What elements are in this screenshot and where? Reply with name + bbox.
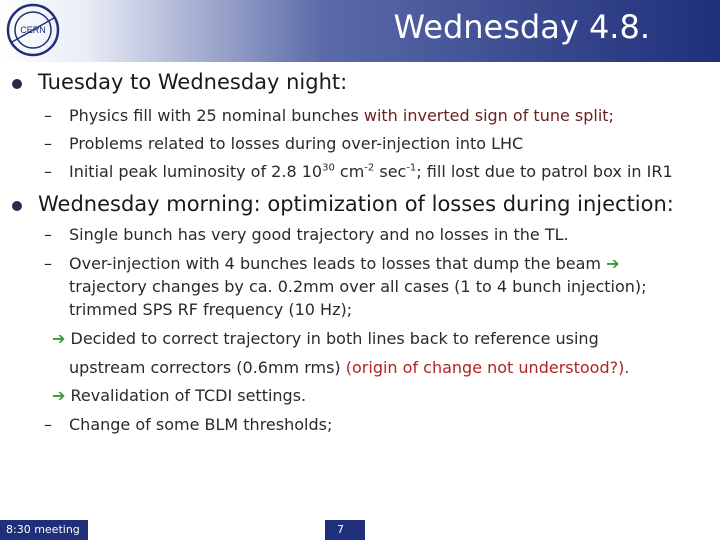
- continuation-line: trajectory changes by ca. 0.2mm over all cases (1 to 4 bunch injection);: [69, 277, 647, 296]
- continuation-line: ➔ Revalidation of TCDI settings.: [52, 386, 307, 405]
- dash-icon: –: [44, 415, 52, 434]
- dash-icon: –: [44, 162, 52, 181]
- footer-page-number: 7: [325, 520, 365, 540]
- arrow-right-icon: ➔: [52, 329, 66, 348]
- slide-header: [0, 0, 720, 62]
- continuation-line: trimmed SPS RF frequency (10 Hz);: [69, 300, 353, 319]
- continuation-line: upstream correctors (0.6mm rms) (origin of change not understood?).: [69, 358, 630, 377]
- bullet-dot-icon: [12, 201, 22, 211]
- continuation-line: ➔ Decided to correct trajectory in both lines back to reference using: [52, 329, 599, 348]
- bullet-1-text: Tuesday to Wednesday night:: [38, 70, 348, 94]
- arrow-right-icon: ➔: [52, 386, 66, 405]
- dash-icon: –: [44, 106, 52, 125]
- footer-meeting: 8:30 meeting: [0, 520, 88, 540]
- dash-icon: –: [44, 254, 52, 273]
- slide-title: Wednesday 4.8.: [393, 8, 650, 46]
- bullet-dot-icon: [12, 79, 22, 89]
- cern-logo-icon: [4, 2, 62, 58]
- bullet-2-text: Wednesday morning: optimization of losses during injection:: [38, 192, 674, 216]
- red-note-text: (origin of change not understood?).: [345, 358, 630, 377]
- arrow-right-icon: ➔: [606, 254, 620, 273]
- svg-text:CERN: CERN: [20, 25, 46, 35]
- dash-icon: –: [44, 134, 52, 153]
- dash-icon: –: [44, 225, 52, 244]
- highlight-text: with inverted sign of tune split;: [363, 106, 614, 125]
